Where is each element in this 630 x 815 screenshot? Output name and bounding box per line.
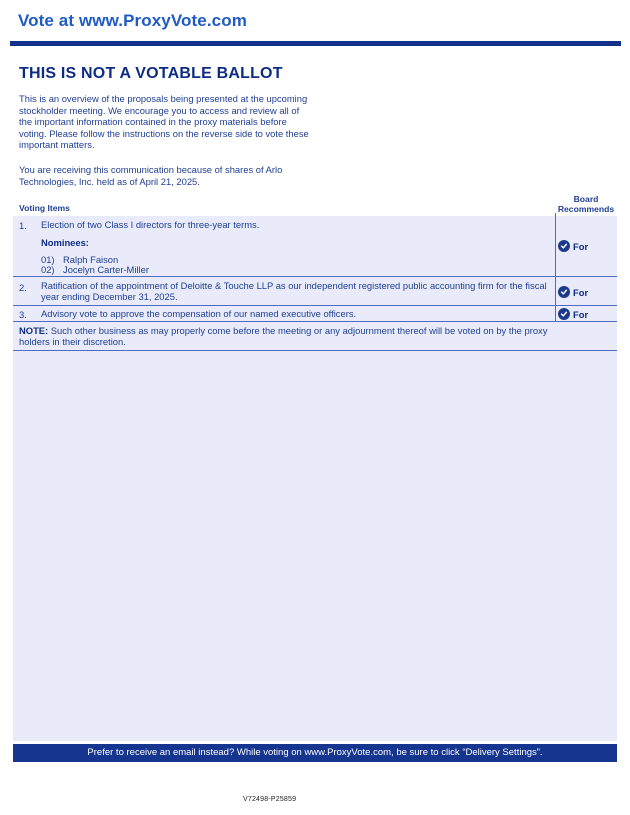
item-text: Ratification of the appointment of Deloitte & Touche LLP as our independent registered public accounting firm for the fiscal year ending December 31, 2025. [41, 280, 547, 302]
recommendation [558, 308, 588, 320]
checkmark-icon [558, 240, 570, 252]
nominees-label: Nominees: [41, 237, 89, 248]
nominee-number: 01) [41, 254, 55, 265]
header-rule [10, 41, 621, 46]
item-text: Advisory vote to approve the compensation of our named executive officers. [41, 308, 357, 319]
intro-paragraph: This is an overview of the proposals being presented at the upcoming stockholder meeting. We encourage you to access and review all of the important information contained in the proxy materials before voting. Please follow the instructions on the reverse side to vote these important matters. [19, 93, 309, 151]
voting-items-header: Voting Items [19, 203, 70, 213]
document-id: V72498-P25859 [243, 796, 297, 803]
nominee-name: Jocelyn Carter-Miller [63, 264, 149, 275]
page-title: THIS IS NOT A VOTABLE BALLOT [19, 65, 283, 82]
nominee-name: Ralph Faison [63, 254, 119, 265]
receiving-paragraph: You are receiving this communication because of shares of Arlo Technologies, Inc. held as of April 21, 2025. [19, 164, 283, 187]
row-divider [13, 350, 617, 351]
nominee [41, 264, 149, 275]
item-text: Election of two Class I directors for three-year terms. [41, 219, 260, 230]
recommendation-text: For [573, 286, 589, 298]
footer-banner: Prefer to receive an email instead? While voting on www.ProxyVote.com, be sure to click “Delivery Settings”. [13, 744, 617, 762]
note-body: Such other business as may properly come before the meeting or any adjournment thereof will be voted on by the proxy holders in their discretion. [19, 325, 548, 347]
recommendation [558, 240, 588, 252]
row-divider [13, 321, 617, 322]
recommendation [558, 286, 588, 298]
recommendation-text: For [573, 240, 589, 252]
checkmark-icon [558, 308, 570, 320]
board-recommends-header: Board Recommends [557, 194, 615, 214]
proxyvote-link[interactable]: Vote at www.ProxyVote.com [18, 11, 247, 30]
recommendation-text: For [573, 308, 589, 320]
note-label: NOTE: [19, 325, 49, 336]
nominee-number: 02) [41, 264, 55, 275]
item-number: 3. [19, 309, 27, 320]
item-number: 1. [19, 220, 27, 231]
row-divider [13, 305, 617, 306]
note-text [19, 326, 559, 348]
row-divider [13, 276, 617, 277]
checkmark-icon [558, 286, 570, 298]
item-number: 2. [19, 282, 27, 293]
